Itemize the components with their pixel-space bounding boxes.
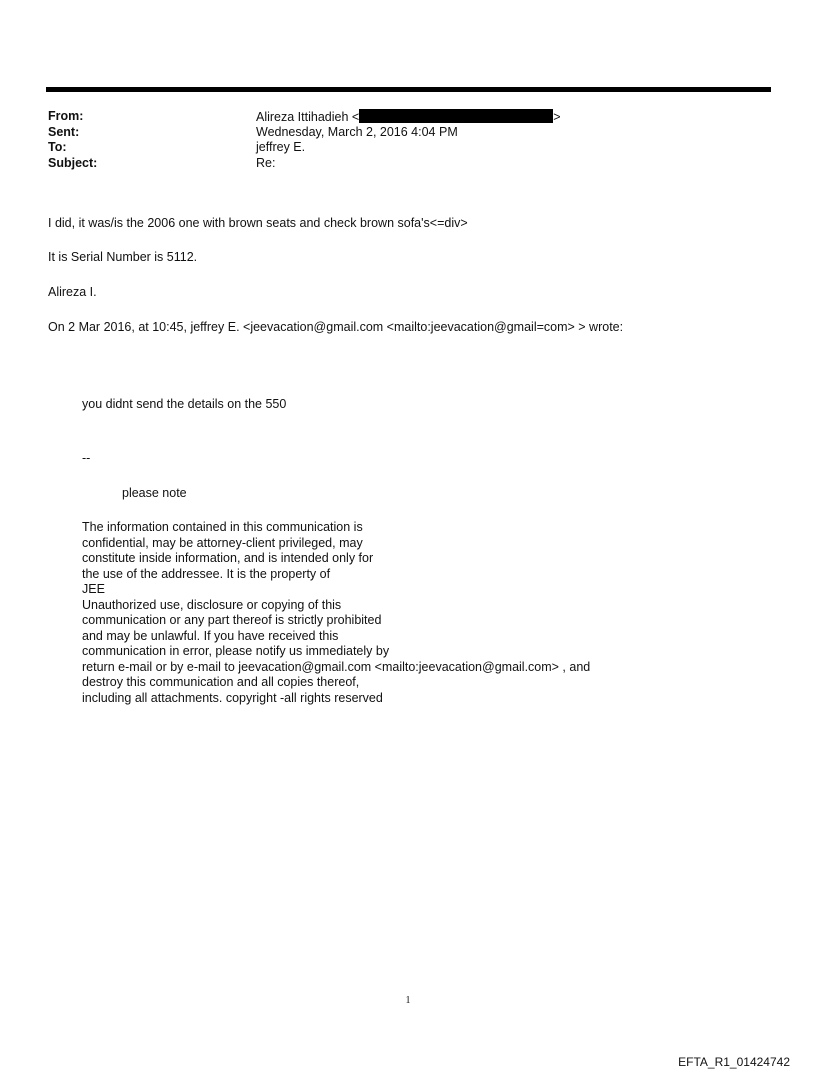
subject-row (48, 156, 561, 172)
from-close: > (553, 110, 561, 124)
disclaimer-line: communication in error, please notify us immediately by (82, 644, 390, 658)
to-label: To: (48, 140, 67, 154)
subject-label: Subject: (48, 155, 98, 170)
bates-number: EFTA_R1_01424742 (678, 1055, 790, 1069)
disclaimer-line: return e-mail or by e-mail to jeevacation@gmail.com <mailto:jeevacation@gmail.com> , and (82, 659, 591, 674)
disclaimer-line: The information contained in this communication is (82, 520, 363, 534)
page-number: 1 (405, 995, 411, 1006)
from-row (48, 109, 561, 125)
disclaimer-line: Unauthorized use, disclosure or copying of this (82, 597, 342, 612)
note-title: please note (122, 486, 187, 500)
quoted-message: you didnt send the details on the 550 (82, 397, 287, 411)
disclaimer-line: the use of the addressee. It is the property of (82, 566, 331, 581)
subject-value: Re: (256, 155, 276, 170)
disclaimer-line: constitute inside information, and is intended only for (82, 551, 374, 565)
to-row (48, 140, 561, 156)
body-line-2: It is Serial Number is 5112. (48, 250, 198, 264)
disclaimer-line: including all attachments. copyright -all rights reserved (82, 690, 383, 705)
redaction-block (359, 109, 553, 123)
disclaimer (82, 520, 590, 706)
body-line-1: I did, it was/is the 2006 one with brown seats and check brown sofa's<=div> (48, 216, 468, 230)
disclaimer-line: and may be unlawful. If you have received this (82, 628, 339, 643)
sent-label: Sent: (48, 124, 80, 139)
from-name: Alireza Ittihadieh < (256, 110, 360, 124)
from-value (256, 109, 561, 125)
disclaimer-line: JEE (82, 582, 105, 596)
disclaimer-line: communication or any part thereof is strictly prohibited (82, 613, 382, 627)
email-header (48, 109, 561, 171)
disclaimer-line: destroy this communication and all copies thereof, (82, 675, 360, 689)
disclaimer-line: confidential, may be attorney-client privileged, may (82, 535, 363, 550)
sent-value: Wednesday, March 2, 2016 4:04 PM (256, 124, 458, 139)
header-divider (46, 87, 771, 92)
quoted-separator: -- (82, 451, 91, 465)
from-label: From: (48, 109, 84, 123)
to-value: jeffrey E. (256, 140, 306, 154)
sent-row (48, 125, 561, 141)
signature: Alireza I. (48, 285, 97, 299)
quote-header: On 2 Mar 2016, at 10:45, jeffrey E. <jeevacation@gmail.com <mailto:jeevacation@gmail=com> > wrote: (48, 320, 624, 334)
